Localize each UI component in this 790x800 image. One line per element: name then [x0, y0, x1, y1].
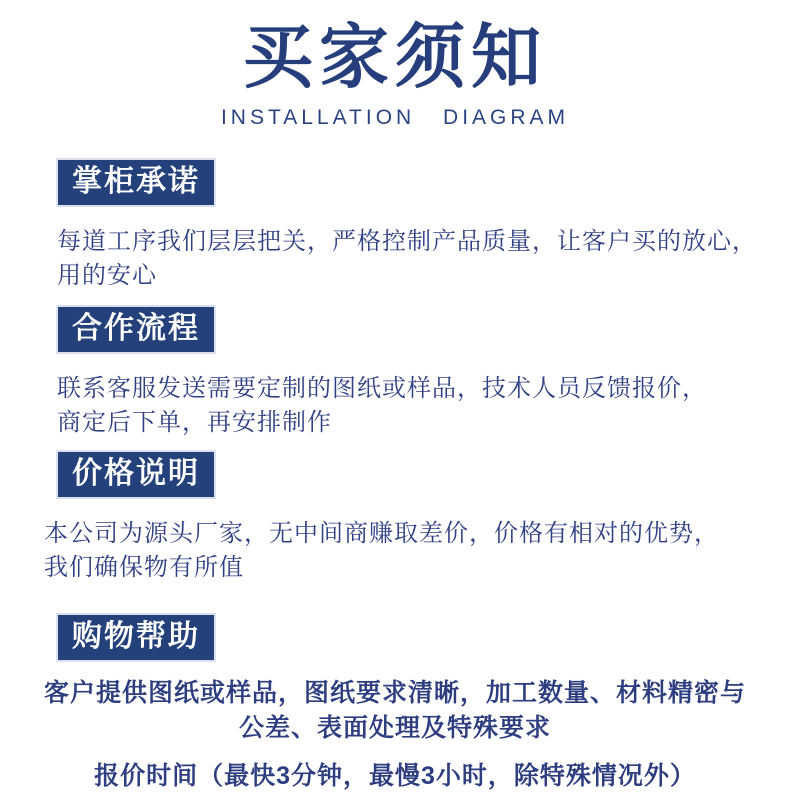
body-line: 公差、表面处理及特殊要求 [238, 713, 551, 742]
page-title: 买家须知 [243, 18, 547, 96]
body-line: 客户提供图纸或样品，图纸要求清晰，加工数量、材料精密与 [43, 678, 746, 707]
section-badge-shopping-help: 购物帮助 [56, 613, 216, 662]
section-body-shopping-help [20, 676, 770, 746]
section-price-explanation [0, 450, 790, 585]
section-badge-cooperation-process: 合作流程 [56, 305, 216, 354]
section-badge-shopkeeper-promise: 掌柜承诺 [56, 158, 216, 207]
body-line: 商定后下单，再安排制作 [57, 408, 332, 436]
body-line: 每道工序我们层层把关，严格控制产品质量，让客户买的放心， [57, 227, 757, 255]
section-body-price-explanation [44, 517, 762, 585]
section-body-cooperation-process [57, 372, 762, 440]
body-line: 用的安心 [57, 261, 157, 289]
body-line: 本公司为源头厂家，无中间商赚取差价，价格有相对的优势， [44, 519, 719, 547]
section-body-shopkeeper-promise [57, 225, 762, 293]
section-badge-price-explanation: 价格说明 [56, 450, 216, 499]
body-line: 联系客服发送需要定制的图纸或样品，技术人员反馈报价， [57, 374, 707, 402]
body-line: 我们确保物有所值 [44, 553, 244, 581]
section-cooperation-process [0, 305, 790, 440]
header [0, 0, 790, 130]
quote-time-note: 报价时间（最快3分钟，最慢3小时，除特殊情况外） [94, 761, 696, 790]
page-subtitle: INSTALLATION DIAGRAM [220, 105, 570, 129]
sections [0, 158, 790, 792]
section-shopkeeper-promise [0, 158, 790, 293]
section-shopping-help [0, 613, 790, 792]
